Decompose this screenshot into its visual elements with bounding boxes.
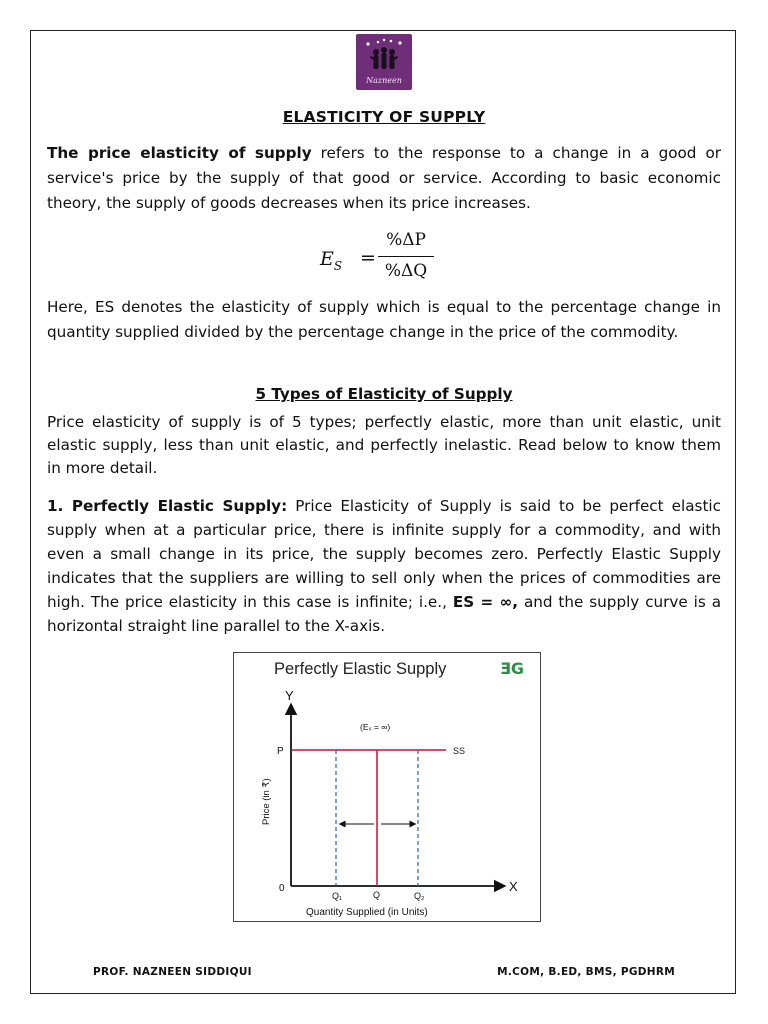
elasticity-formula <box>320 228 450 288</box>
perfectly-elastic-text: Price Elasticity of Supply is said to be perfect elastic supply when at a particular price, there is infinite supply for a commodity, and with even a small change in its price, the supply becomes zero. Perfectly Elastic Supply indicates that the suppliers are willing to sell only when the prices of commodities are high. The price elasticity in this case is infinite; i.e., <box>47 497 721 611</box>
explanation-paragraph: Here, ES denotes the elasticity of supply which is equal to the percentage change in quantity supplied divided by the percentage change in the price of the commodity. <box>47 298 721 341</box>
perfectly-elastic-label: 1. Perfectly Elastic Supply: <box>47 497 288 515</box>
formula-fraction <box>378 230 434 285</box>
es-infinity-label: (Eₛ = ∞) <box>360 722 391 732</box>
q2-tick-label: Q₂ <box>414 891 425 901</box>
footer-author: PROF. NAZNEEN SIDDIQUI <box>93 966 252 978</box>
ss-label: SS <box>453 746 466 756</box>
intro-bold-term: The price elasticity of supply <box>47 144 312 162</box>
brand-logo-icon: ƎG <box>500 659 525 678</box>
types-heading: 5 Types of Elasticity of Supply <box>255 385 513 403</box>
price-axis-label: Price (in ₹) <box>261 778 272 825</box>
origin-label: 0 <box>279 883 285 894</box>
figure-title: Perfectly Elastic Supply <box>274 660 447 678</box>
x-axis-letter: X <box>509 879 518 894</box>
es-infinite-bold: ES = ∞, <box>452 593 519 611</box>
fraction-bar <box>378 256 434 257</box>
q1-tick-label: Q₁ <box>332 891 343 901</box>
nazneen-logo <box>356 34 412 90</box>
formula-denominator: %ΔQ <box>384 261 428 281</box>
formula-lhs: $E_S$ <box>320 248 343 273</box>
types-paragraph: Price elasticity of supply is of 5 types; perfectly elastic, more than unit elastic, unit elastic supply, less than unit elastic, and perfectly inelastic. Read below to know them in more detail. <box>47 413 721 477</box>
perfectly-elastic-supply-figure <box>233 652 541 922</box>
supply-diagram <box>234 653 540 921</box>
logo-script-text: Nazneen <box>366 76 402 85</box>
intro-paragraph <box>47 141 721 216</box>
footer-qualifications: M.COM, B.ED, BMS, PGDHRM <box>497 966 675 978</box>
page-title: ELASTICITY OF SUPPLY <box>282 108 486 126</box>
quantity-axis-label: Quantity Supplied (in Units) <box>306 907 428 918</box>
formula-equals: = <box>360 247 376 269</box>
formula-numerator: %ΔP <box>386 230 426 250</box>
perfectly-elastic-paragraph <box>47 494 721 638</box>
y-axis-letter: Y <box>285 688 294 703</box>
q-tick-label: Q <box>373 890 381 900</box>
intro-text: refers to the response to a change in a good or service's price by the supply of that good or service. According to basic economic theory, the supply of goods decreases when its price increases. <box>47 144 721 212</box>
perfectly-elastic-text-end: and the supply curve is a horizontal straight line parallel to the X-axis. <box>47 593 721 635</box>
price-p-label: P <box>277 746 284 757</box>
